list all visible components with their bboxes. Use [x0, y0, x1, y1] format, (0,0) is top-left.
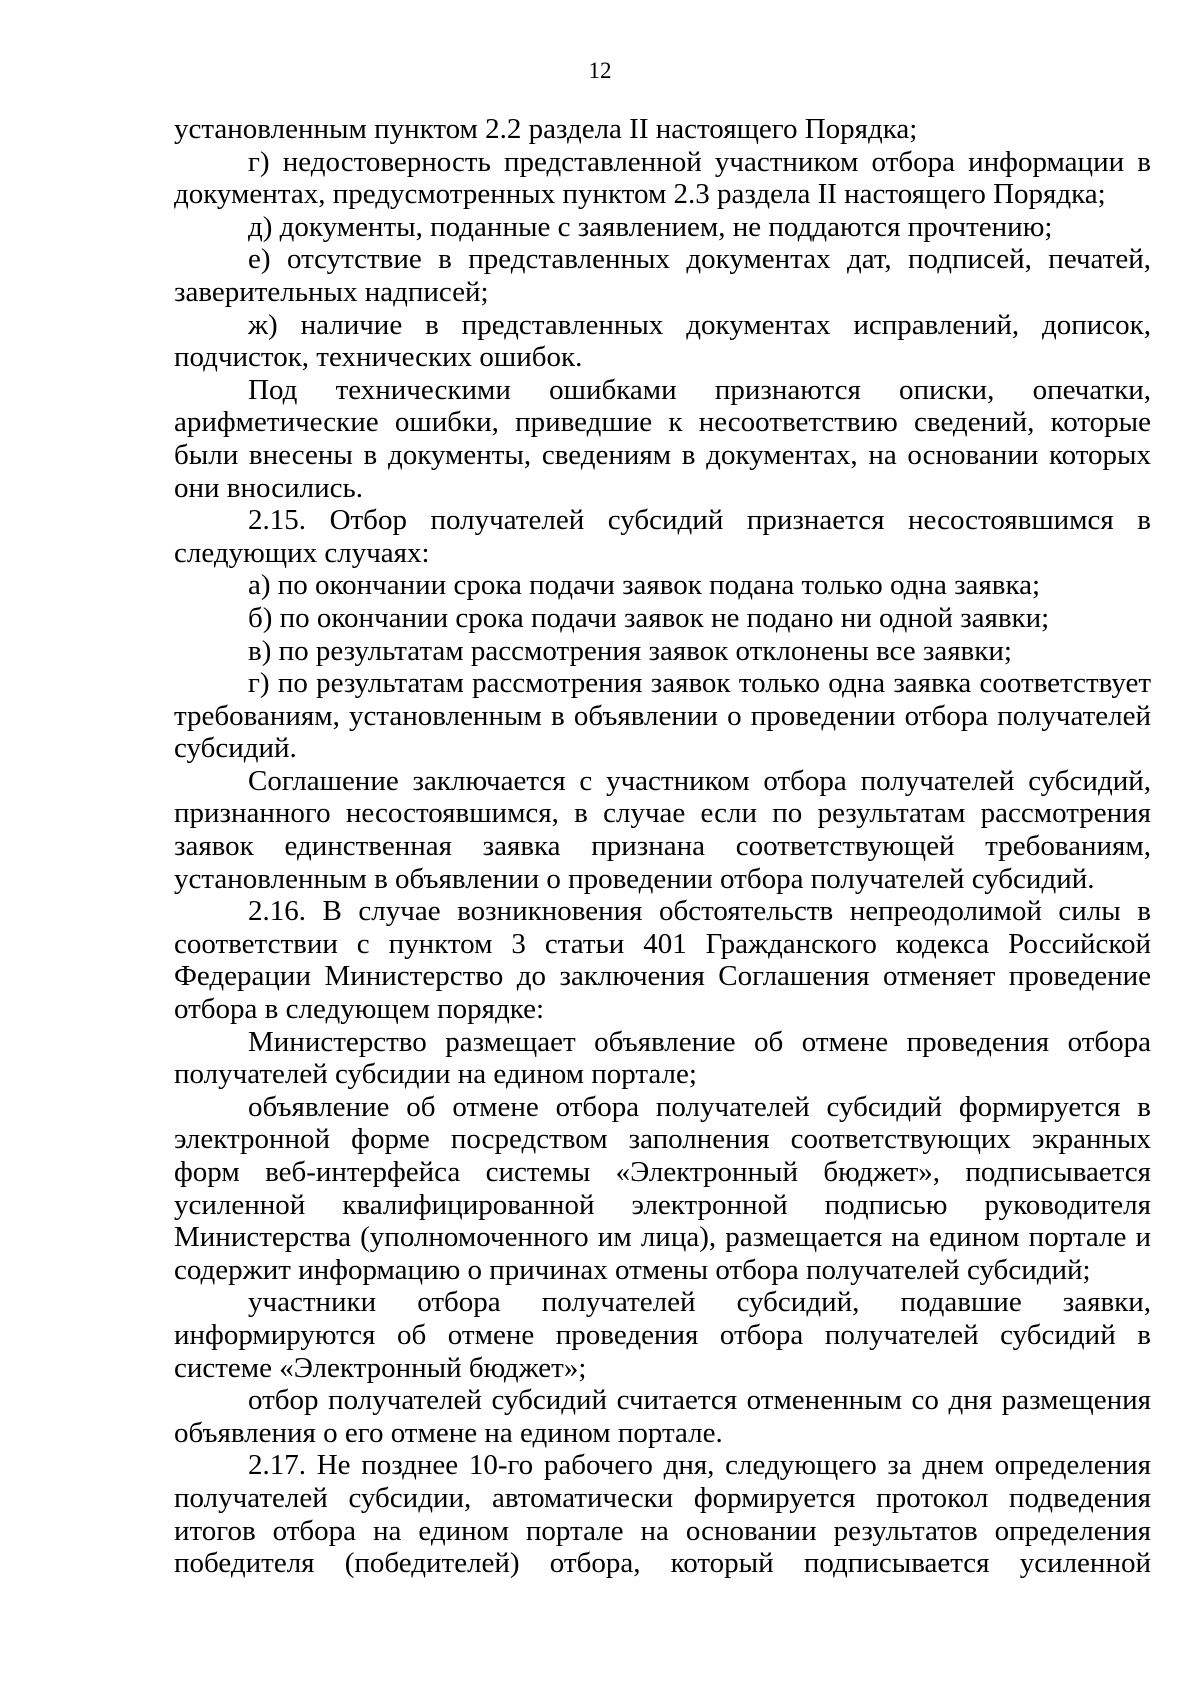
paragraph: е) отсутствие в представленных документах дат, подписей, печатей, заверительных надписей;	[174, 243, 1151, 308]
paragraph: установленным пунктом 2.2 раздела II настоящего Порядка;	[174, 113, 918, 145]
paragraph: 2.15. Отбор получателей субсидий признается несостоявшимся в следующих случаях:	[174, 504, 1151, 569]
paragraph: 2.17. Не позднее 10-го рабочего дня, следующего за днем определения получателей субсидии, автоматически формируется протокол подведения итогов отбора на едином портале на основании результатов определения победителя (победителей) отбора, который подписывается усиленной	[174, 1449, 1151, 1580]
document-body	[174, 113, 1151, 1580]
paragraph: а) по окончании срока подачи заявок подана только одна заявка;	[248, 569, 1041, 602]
paragraph: Министерство размещает объявление об отмене проведения отбора получателей субсидии на едином портале;	[174, 1025, 1151, 1091]
paragraph: Под техническими ошибками признаются описки, опечатки, арифметические ошибки, приведшие к несоответствию сведений, которые были внесены в документы, сведениям в документах, на основании которых они вносились.	[174, 373, 1151, 504]
paragraph: ж) наличие в представленных документах исправлений, дописок, подчисток, технических ошибок.	[174, 308, 1151, 374]
paragraph: объявление об отмене отбора получателей субсидий формируется в электронной форме посредством заполнения соответствующих экранных форм веб-интерфейса системы «Электронный бюджет», подписывается усиленной квалифицированной электронной подписью руководителя Министерства (уполномоченного им лица), размещается на едином портале и содержит информацию о причинах отмены отбора получателей субсидий;	[174, 1090, 1151, 1286]
paragraph: отбор получателей субсидий считается отмененным со дня размещения объявления о его отмене на едином портале.	[174, 1384, 1151, 1449]
paragraph: г) по результатам рассмотрения заявок только одна заявка соответствует требованиям, установленным в объявлении о проведении отбора получателей субсидий.	[174, 667, 1151, 765]
paragraph: 2.16. В случае возникновения обстоятельств непреодолимой силы в соответствии с пунктом 3 статьи 401 Гражданского кодекса Российской Федерации Министерство до заключения Соглашения отменяет проведение отбора в следующем порядке:	[174, 895, 1151, 1026]
paragraph: г) недостоверность представленной участником отбора информации в документах, предусмотренных пунктом 2.3 раздела II настоящего Порядка;	[174, 145, 1151, 211]
page-number: 12	[588, 58, 612, 83]
paragraph: участники отбора получателей субсидий, подавшие заявки, информируются об отмене проведения отбора получателей субсидий в системе «Электронный бюджет»;	[174, 1286, 1151, 1384]
paragraph: в) по результатам рассмотрения заявок отклонены все заявки;	[248, 634, 1012, 667]
paragraph: б) по окончании срока подачи заявок не подано ни одной заявки;	[248, 601, 1050, 634]
paragraph: д) документы, поданные с заявлением, не поддаются прочтению;	[248, 210, 1053, 243]
paragraph: Соглашение заключается с участником отбора получателей субсидий, признанного несостоявшимся, в случае если по результатам рассмотрения заявок единственная заявка признана соответствующей требованиям, установленным в объявлении о проведении отбора получателей субсидий.	[174, 764, 1151, 895]
